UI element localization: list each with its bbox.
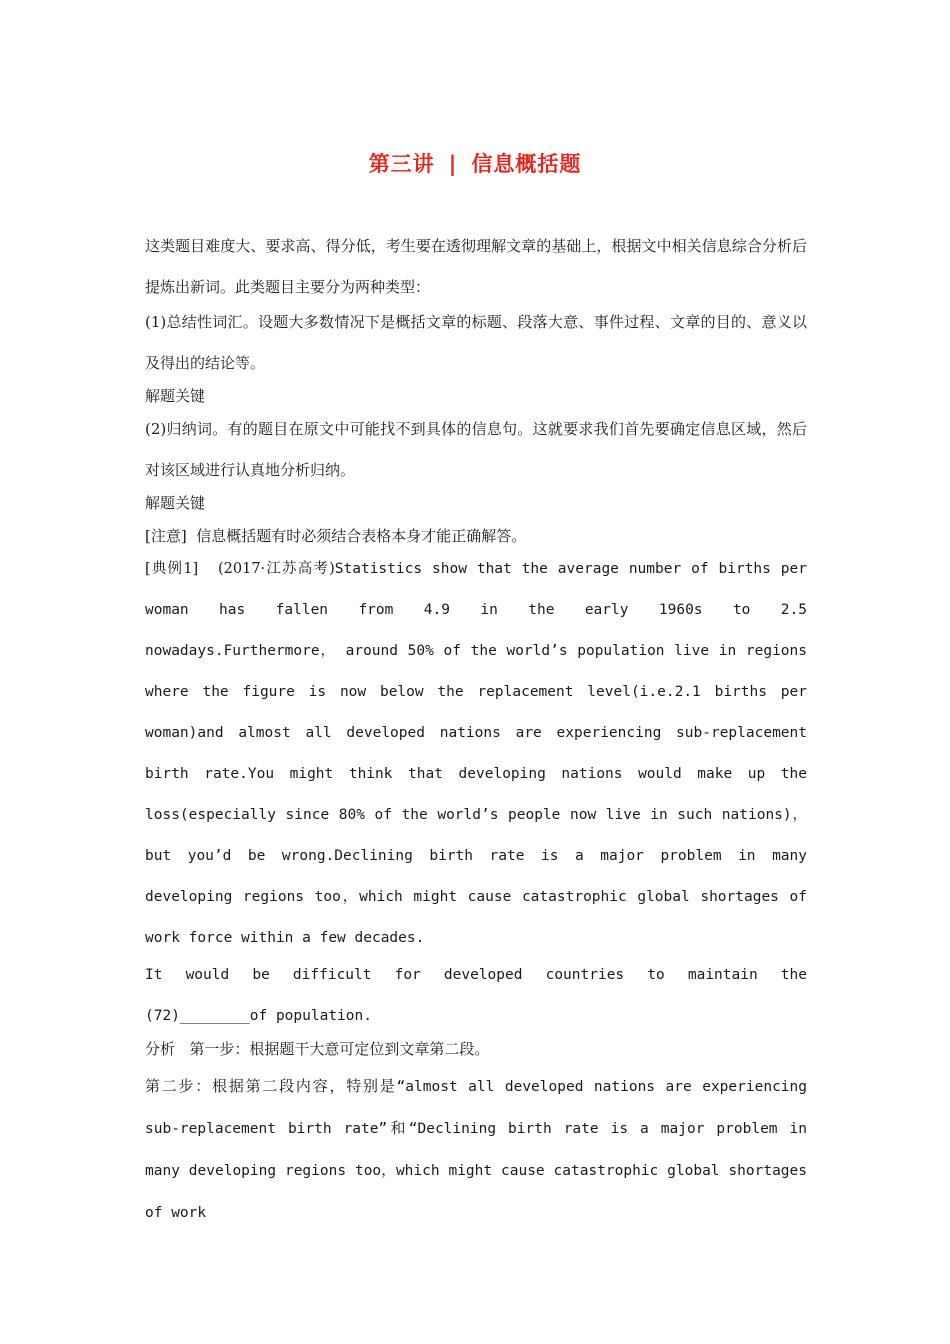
analysis-step-1-text: 第一步：根据题干大意可定位到文章第二段。	[189, 1040, 490, 1058]
page-title	[0, 148, 950, 178]
title-lecture: 第三讲	[368, 152, 435, 176]
key-label-1: 解题关键	[145, 387, 206, 405]
analysis-quote-2: “Declining birth rate is a major problem in many developing regions too，which might cause catastrophic global shortages of work	[145, 1121, 807, 1221]
analysis-label: 分析	[145, 1040, 176, 1058]
analysis-step-1	[145, 1033, 807, 1066]
type-2-paragraph: (2)归纳词。有的题目在原文中可能找不到具体的信息句。这就要求我们首先要确定信息区域，然后对该区域进行认真地分析归纳。	[145, 420, 807, 479]
example-line-2: woman has fallen from 4.9 in the early 1960s to 2.5	[145, 602, 807, 618]
document-body	[145, 230, 807, 1234]
example-line-1: Statistics show that the average number of births per	[334, 561, 807, 577]
example-first-line	[145, 553, 807, 586]
question-paragraph: It would be difficult for developed countries to maintain the (72)________of population.	[145, 967, 807, 1024]
type-1-paragraph: (1)总结性词汇。设题大多数情况下是概括文章的标题、段落大意、事件过程、文章的目的、意义以及得出的结论等。	[145, 313, 807, 372]
example-body: nowadays.Furthermore， around 50% of the world’s population live in regions where the figure is now below the replacement level(i.e.2.1 births per woman)and almost all developed nations are experiencing sub-replacement birth rate.You might think that developing nations would make up the loss(especially since 80% of the world’s people now live in such nations)， but you’d be wrong.Declining birth rate is a major problem in many developing regions too，which might cause catastrophic global shortages of work force within a few decades.	[145, 643, 807, 946]
title-topic: 信息概括题	[471, 152, 582, 176]
key-label-2: 解题关键	[145, 494, 206, 512]
example-passage	[145, 553, 807, 959]
analysis-step-2	[145, 1066, 807, 1234]
intro-paragraph: 这类题目难度大、要求高、得分低，考生要在透彻理解文章的基础上，根据文中相关信息综合分析后提炼出新词。此类题目主要分为两种类型：	[145, 237, 807, 296]
note-paragraph: [注意] 信息概括题有时必须结合表格本身才能正确解答。	[145, 527, 527, 545]
analysis-and: 和	[387, 1119, 409, 1137]
title-separator: |	[448, 152, 458, 176]
analysis-quote-1: “almost all developed nations are experiencing sub-replacement birth rate”	[145, 1079, 807, 1137]
example-source: (2017·江苏高考)	[217, 561, 335, 577]
analysis-step-2-prefix: 第二步：根据第二段内容，特别是	[145, 1077, 397, 1095]
example-label: [典例1]	[145, 561, 199, 577]
